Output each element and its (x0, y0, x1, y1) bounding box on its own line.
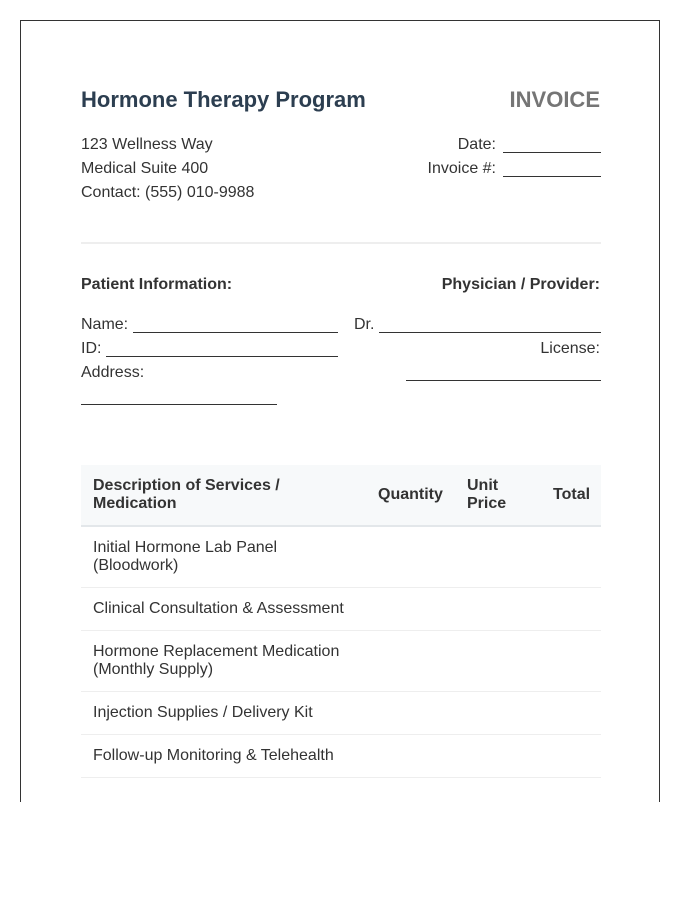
description-column-header (93, 477, 280, 513)
description-header-line2: Medication (93, 495, 177, 512)
patient-address-field[interactable] (81, 404, 277, 405)
contact-line: Contact: (555) 010-9988 (81, 184, 255, 201)
service-description-line2: (Bloodwork) (93, 557, 179, 574)
patient-address-label: Address: (81, 364, 145, 381)
doctor-name-field[interactable] (379, 332, 601, 333)
license-field[interactable] (406, 380, 601, 381)
unit-price-header-line1: Unit (467, 477, 499, 494)
provider-heading: Physician / Provider: (441, 276, 600, 293)
program-title: Hormone Therapy Program (81, 87, 366, 112)
service-description (93, 747, 363, 765)
address-line2: Medical Suite 400 (81, 160, 209, 177)
service-description-line1: Hormone Replacement Medication (93, 643, 340, 660)
service-description (93, 600, 363, 618)
date-label: Date: (457, 136, 496, 153)
address-line1: 123 Wellness Way (81, 136, 213, 153)
table-row (81, 588, 601, 631)
invoice-sheet (20, 20, 660, 802)
service-description-line2: (Monthly Supply) (93, 661, 214, 678)
service-description-line1: Initial Hormone Lab Panel (93, 539, 278, 556)
patient-id-field[interactable] (106, 356, 338, 357)
patient-id-label: ID: (81, 340, 102, 357)
patient-name-field[interactable] (133, 332, 338, 333)
table-row (81, 692, 601, 735)
service-description-line1: Injection Supplies / Delivery Kit (93, 704, 313, 721)
table-row (81, 527, 601, 588)
services-table-header (81, 465, 601, 527)
license-label: License: (540, 340, 600, 357)
unit-price-header-line2: Price (467, 495, 507, 512)
invoice-number-field[interactable] (503, 176, 601, 177)
table-row (81, 735, 601, 778)
patient-info-heading: Patient Information: (81, 276, 233, 293)
service-description (93, 539, 363, 575)
description-header-line1: Description of Services / (93, 477, 280, 494)
service-description (93, 704, 363, 722)
service-description-line1: Clinical Consultation & Assessment (93, 600, 344, 617)
unit-price-column-header (467, 477, 506, 513)
service-description (93, 643, 363, 679)
invoice-label: INVOICE (509, 87, 600, 112)
service-description-line1: Follow-up Monitoring & Telehealth (93, 747, 334, 764)
total-column-header: Total (553, 486, 591, 503)
quantity-column-header: Quantity (378, 486, 443, 503)
patient-name-label: Name: (81, 316, 129, 333)
header-divider (81, 242, 601, 244)
invoice-number-label: Invoice #: (427, 160, 496, 177)
doctor-label: Dr. (354, 316, 375, 333)
table-row (81, 631, 601, 692)
date-field[interactable] (503, 152, 601, 153)
